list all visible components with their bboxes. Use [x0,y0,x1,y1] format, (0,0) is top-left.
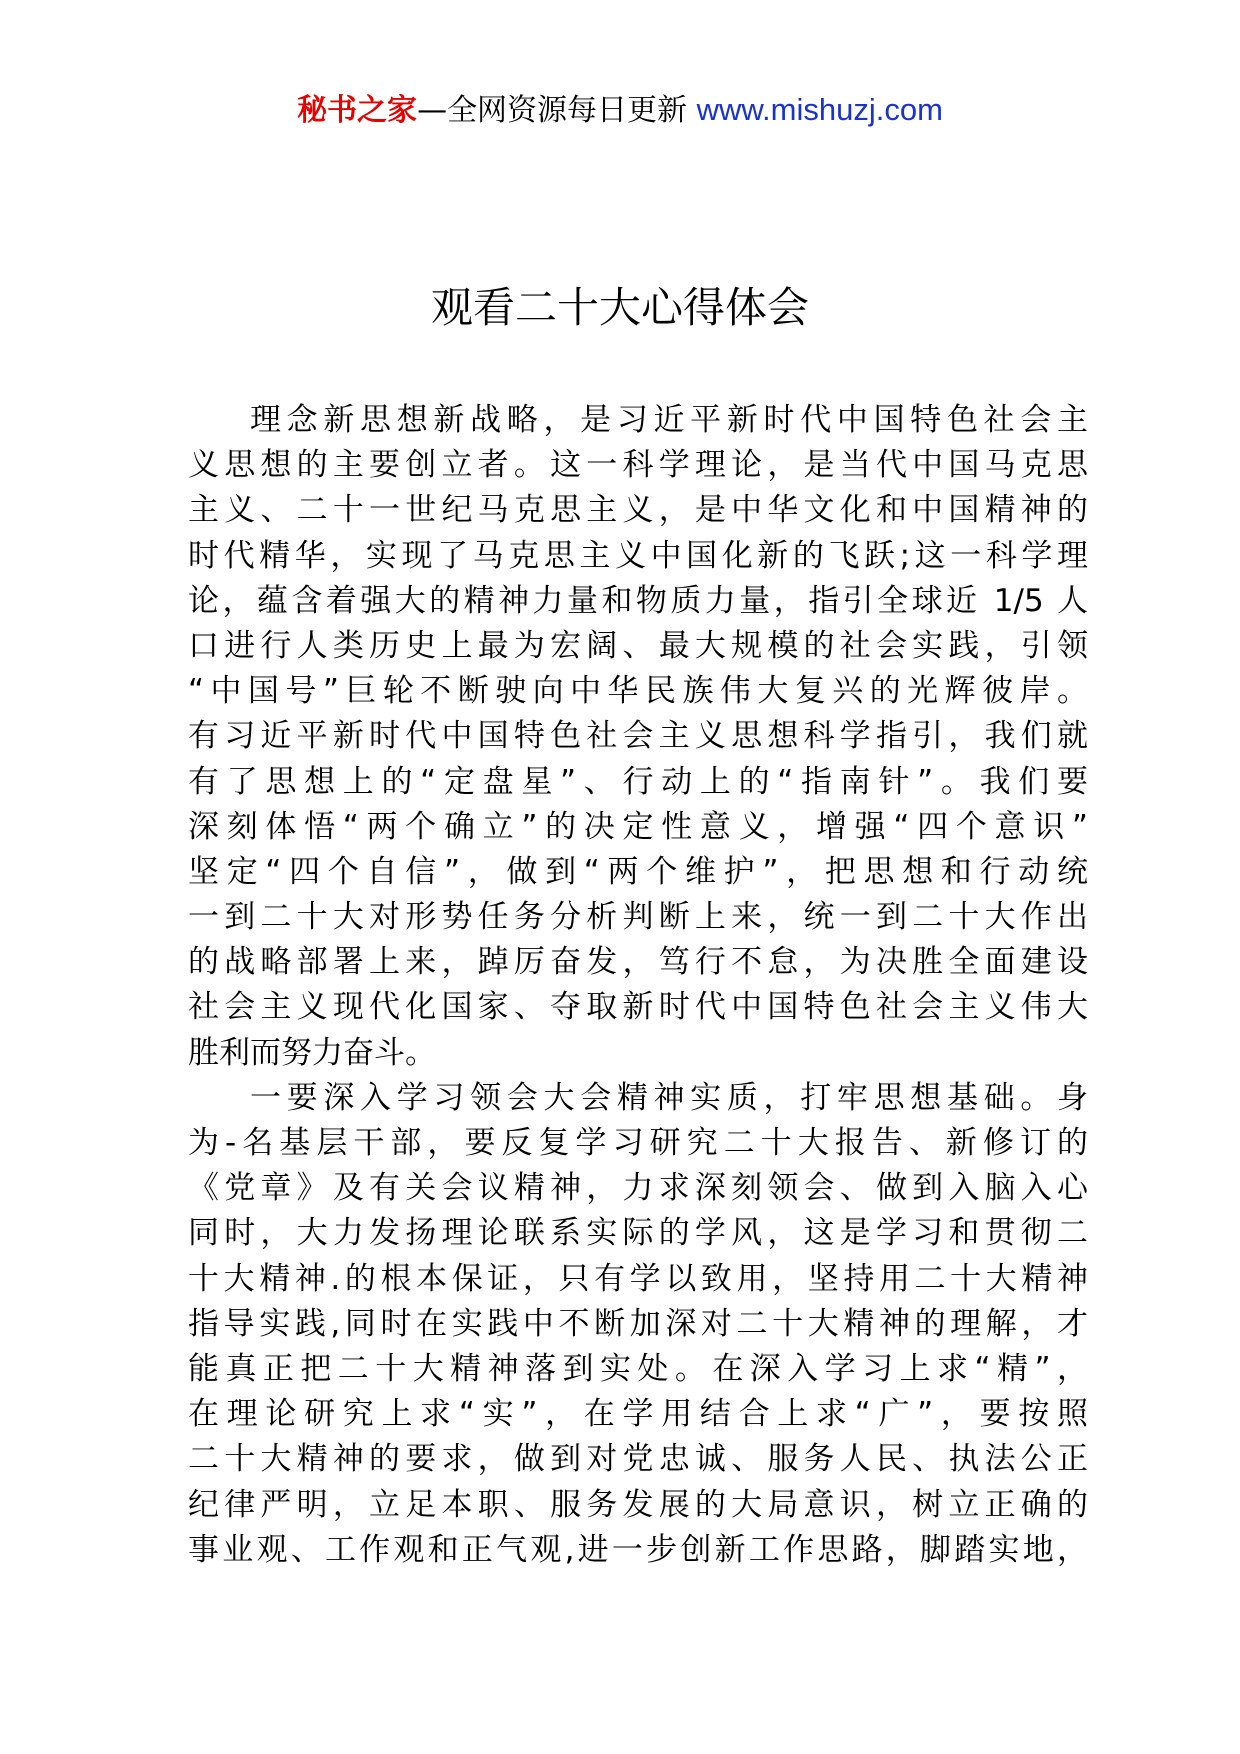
text-line: 理念新思想新战略，是习近平新时代中国特色社会主 [250,402,1088,438]
text-line: 有习近平新时代中国特色社会主义思想科学指引，我们就 [188,718,1088,755]
text-line: 口进行人类历史上最为宏阔、最大规模的社会实践，引领 [188,627,1088,664]
text-line: 事业观、工作观和正气观,进一步创新工作思路，脚踏实地， [188,1531,1088,1568]
text-line: 的战略部署上来，踔厉奋发，笃行不怠，为决胜全面建设 [188,944,1088,981]
text-line: 一到二十大对形势任务分析判断上来，统一到二十大作出 [188,899,1088,936]
text-line: 在理论研究上求“实”，在学用结合上求“广”，要按照 [188,1396,1088,1433]
text-line: “中国号”巨轮不断驶向中华民族伟大复兴的光辉彼岸。 [188,673,1088,710]
text-line: 胜利而努力奋斗。 [188,1034,436,1071]
document-body [188,398,1088,1573]
text-line: 为-名基层干部，要反复学习研究二十大报告、新修订的 [188,1125,1088,1161]
site-brand: 秘书之家 [297,93,418,128]
text-line: 论，蕴含着强大的精神力量和物质力量，指引全球近 1/5 人 [188,582,1088,619]
text-line: 同时，大力发扬理论联系实际的学风，这是学习和贯彻二 [188,1215,1088,1252]
text-line: 社会主义现代化国家、夺取新时代中国特色社会主义伟大 [188,989,1088,1026]
text-line: 《党章》及有关会议精神，力求深刻领会、做到入脑入心 [188,1170,1088,1207]
text-line: 十大精神.的根本保证，只有学以致用，坚持用二十大精神 [188,1260,1088,1297]
text-line: 能真正把二十大精神落到实处。在深入学习上求“精”， [188,1350,1088,1387]
text-line: 指导实践,同时在实践中不断加深对二十大精神的理解，才 [188,1305,1088,1342]
text-line: 深刻体悟“两个确立”的决定性意义，增强“四个意识” [188,808,1088,845]
text-line: 一要深入学习领会大会精神实质，打牢思想基础。身 [250,1079,1088,1116]
text-line: 有了思想上的“定盘星”、行动上的“指南针”。我们要 [188,763,1088,800]
text-line: 坚定“四个自信”，做到“两个维护”，把思想和行动统 [188,853,1088,890]
text-line: 时代精华，实现了马克思主义中国化新的飞跃;这一科学理 [188,537,1088,574]
text-line: 二十大精神的要求，做到对党忠诚、服务人民、执法公正 [188,1441,1088,1478]
site-url-link[interactable]: www.mishuzj.com [696,92,943,127]
document-title: 观看二十大心得体会 [430,283,809,332]
site-header [0,88,1240,133]
site-tagline: —全网资源每日更新 [417,93,688,128]
text-line: 纪律严明，立足本职、服务发展的大局意识，树立正确的 [188,1486,1088,1523]
text-line: 主义、二十一世纪马克思主义，是中华文化和中国精神的 [188,492,1088,529]
text-line: 义思想的主要创立者。这一科学理论，是当代中国马克思 [188,447,1088,484]
